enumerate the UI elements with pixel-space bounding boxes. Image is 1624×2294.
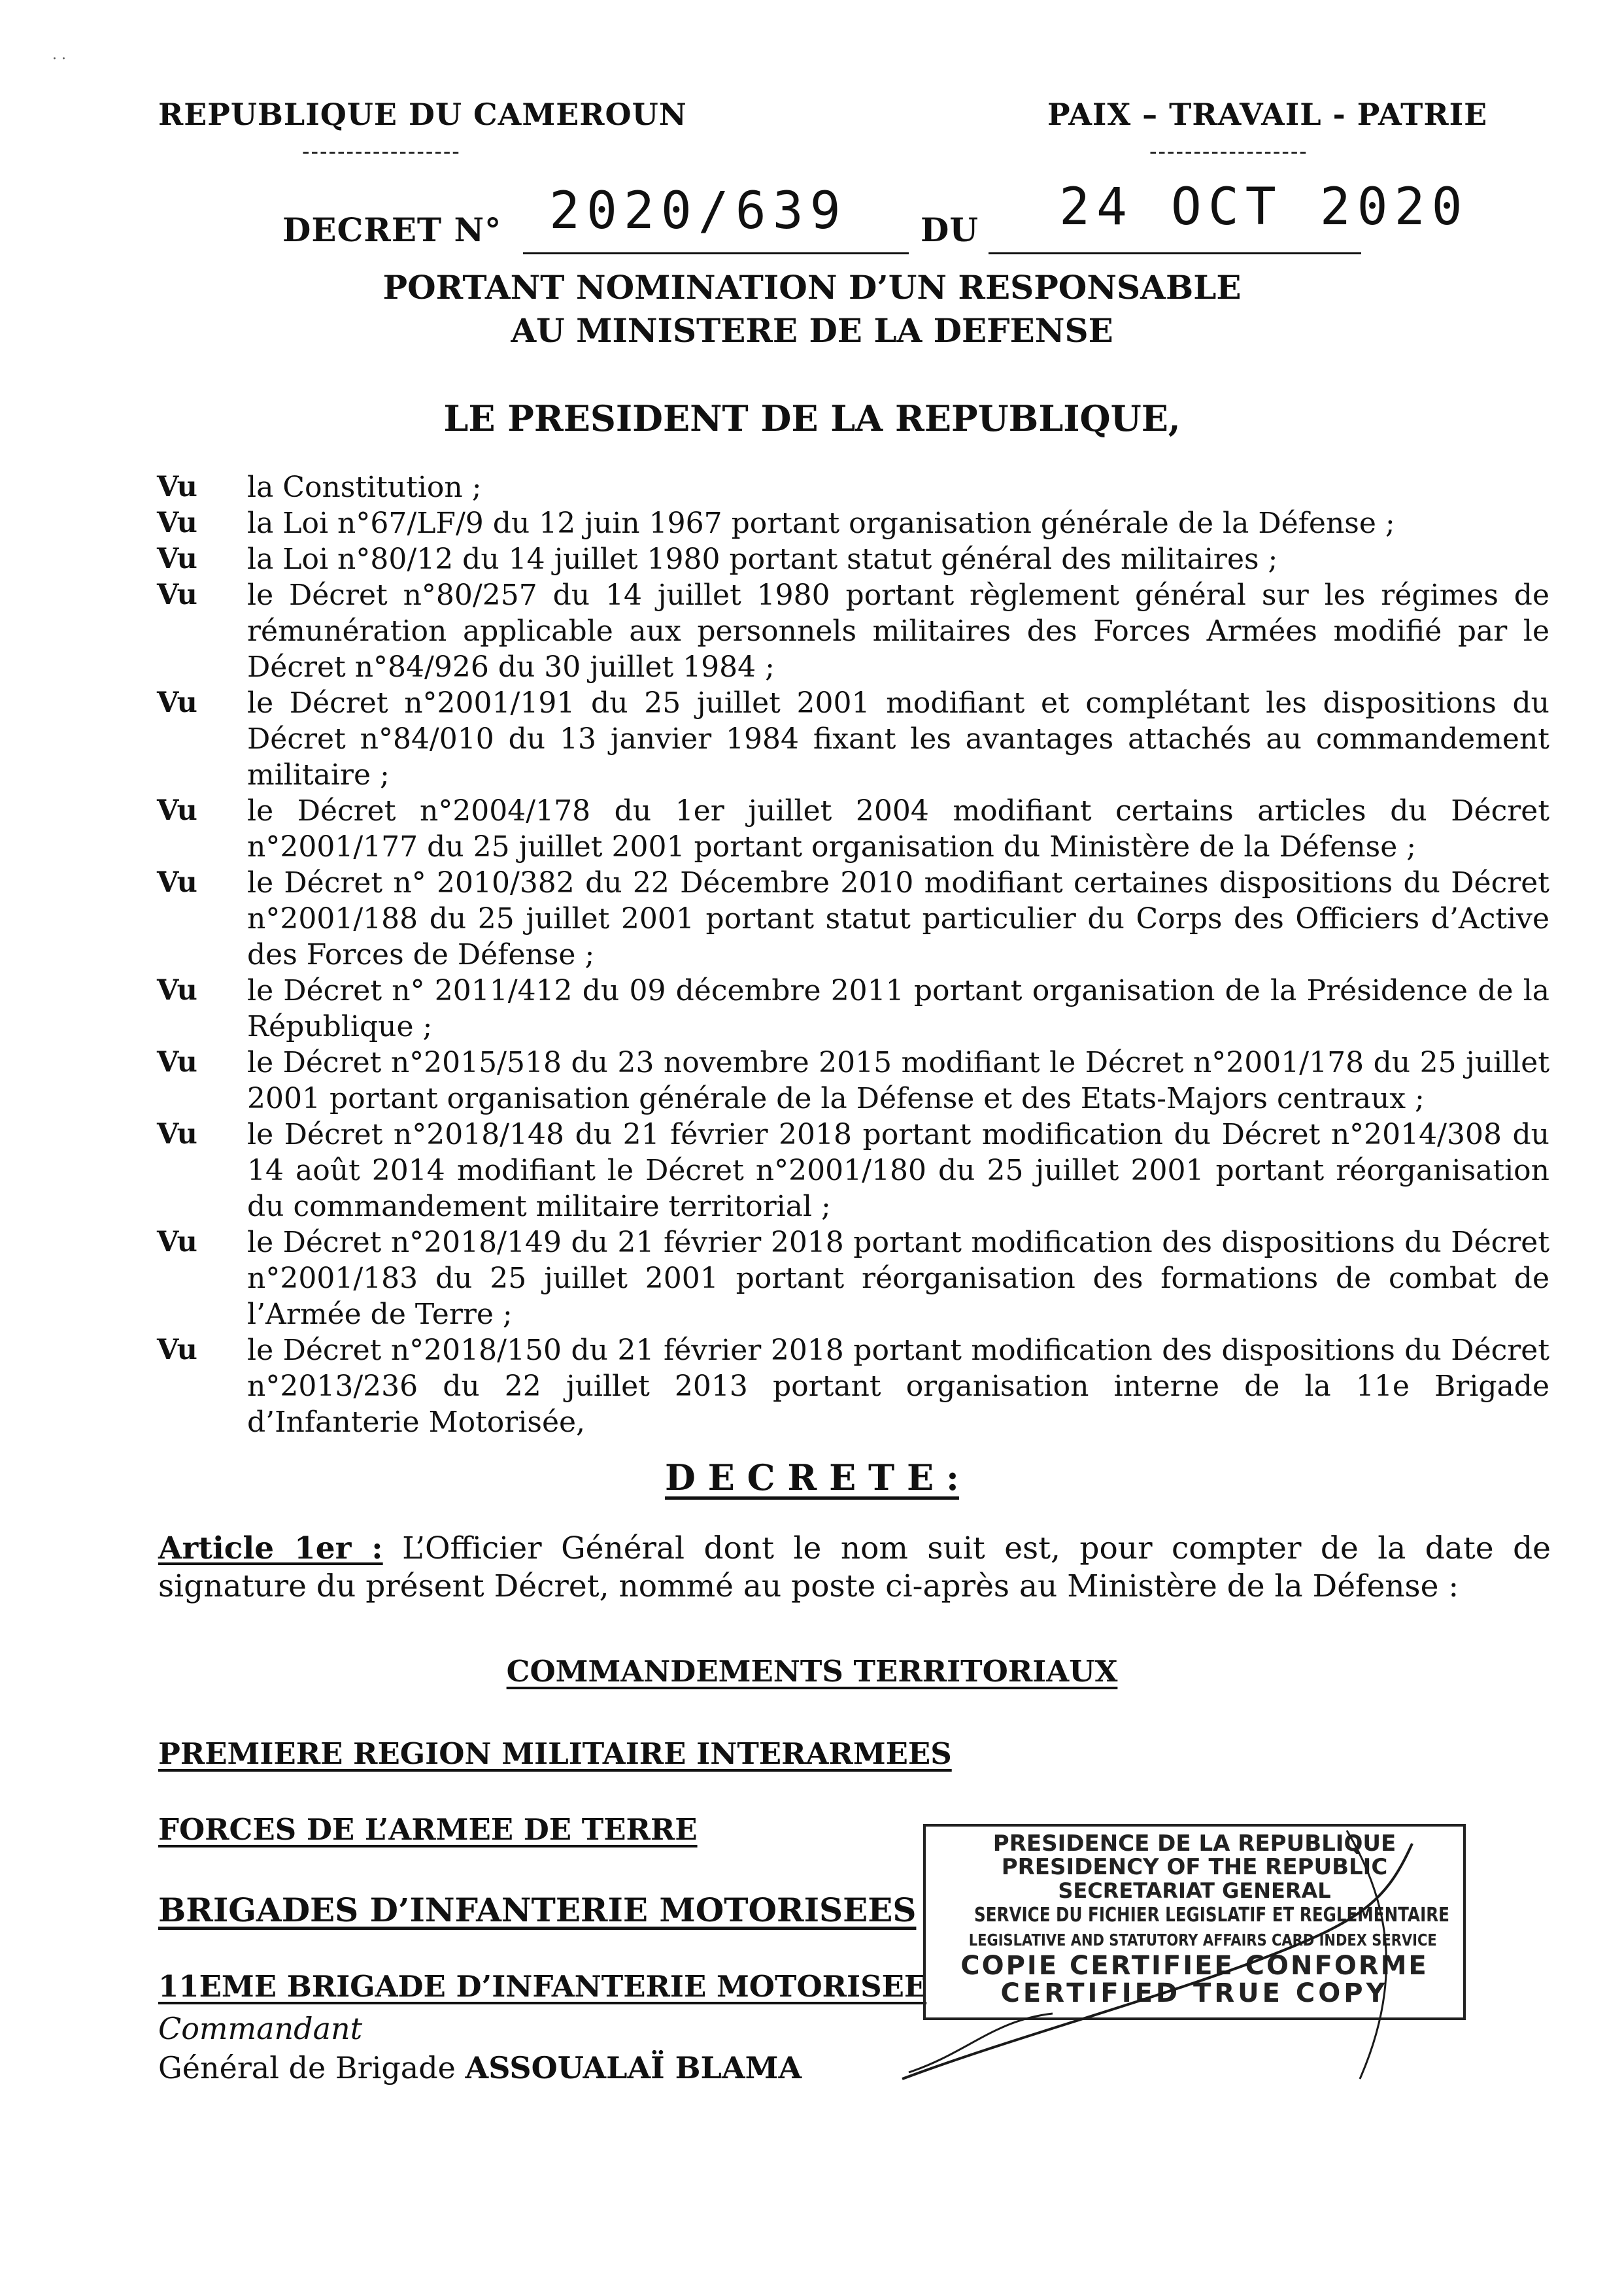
vu-label: Vu [157,686,197,719]
appointment-name: ASSOUALAÏ BLAMA [465,2050,802,2085]
header-republic: REPUBLIQUE DU CAMEROUN [158,97,687,132]
stamp-line-4: SERVICE DU FICHIER LEGISLATIF ET REGLEMENTAIRE [973,1904,1449,1927]
stamp-line-5: LEGISLATIVE AND STATUTORY AFFAIRS CARD INDEX SERVICE [968,1931,1437,1949]
vu-item [157,505,1549,541]
vu-text: le Décret n° 2011/412 du 09 décembre 2011 portant organisation de la Présidence de la République ; [247,974,1549,1043]
article-1 [158,1530,1551,1606]
section-11e-brigade: 11EME BRIGADE D’INFANTERIE MOTORISEE [158,1969,927,2004]
section-region: PREMIERE REGION MILITAIRE INTERARMEES [158,1736,952,1771]
vu-text: le Décret n°80/257 du 14 juillet 1980 portant règlement général sur les régimes de rémunération applicable aux personnels militaires des Forces Armées modifié par le Décret n°84/926 du 30 juillet 1984 ; [247,579,1549,684]
section-forces: FORCES DE L’ARMEE DE TERRE [158,1812,698,1847]
vu-label: Vu [157,1226,197,1258]
decree-date: 24 OCT 2020 [1059,178,1469,237]
vu-text: le Décret n° 2010/382 du 22 Décembre 2010 modifiant certaines dispositions du Décret n°2001/188 du 25 juillet 2001 portant statut particulier du Corps des Officiers d’Active des Forces de Défense ; [247,866,1549,971]
vu-text: le Décret n°2004/178 du 1er juillet 2004 modifiant certains articles du Décret n°2001/177 du 25 juillet 2001 portant organisation du Ministère de la Défense ; [247,794,1549,864]
vu-label: Vu [157,974,197,1007]
vu-label: Vu [157,579,197,611]
vu-label: Vu [157,1118,197,1151]
section-brigades: BRIGADES D’INFANTERIE MOTORISEES [158,1891,917,1929]
vu-text: le Décret n°2018/150 du 21 février 2018 portant modification des dispositions du Décret n°2013/236 du 22 juillet 2013 portant organisation interne de la 11e Brigade d’Infanterie Motorisée, [247,1334,1549,1439]
stamp-line-1: PRESIDENCE DE LA REPUBLIQUE [992,1830,1396,1857]
vu-label: Vu [157,866,197,899]
vu-item [157,469,1549,505]
vu-text: le Décret n°2018/149 du 21 février 2018 portant modification des dispositions du Décret n°2001/183 du 25 juillet 2001 portant réorganisation des formations de combat de l’Armée de Terre ; [247,1226,1549,1331]
vu-item [157,685,1549,793]
vu-label: Vu [157,471,197,503]
decree-prefix: DECRET N° [282,211,502,249]
article-text: L’Officier Général dont le nom suit est, pour compter de la date de signature du présent Décret, nommé au poste ci-après au Ministère de la Défense : [158,1530,1551,1604]
vu-item [157,865,1549,973]
appointment-rank: Général de Brigade [158,2050,456,2085]
decree-date-line [989,252,1361,254]
title-line-2: AU MINISTERE DE LA DEFENSE [511,311,1113,350]
vu-label: Vu [157,543,197,575]
vu-item [157,541,1549,577]
vu-item [157,1332,1549,1440]
appointment-role: Commandant [158,2011,363,2046]
vu-text: la Loi n°67/LF/9 du 12 juin 1967 portant organisation générale de la Défense ; [247,507,1395,540]
article-label: Article 1er : [158,1530,383,1566]
vu-text: le Décret n°2001/191 du 25 juillet 2001 modifiant et complétant les dispositions du Décret n°84/010 du 13 janvier 1984 fixant les avantages attachés au commandement militaire ; [247,686,1549,792]
signature-mark [889,1804,1478,2112]
vu-item [157,973,1549,1045]
vu-text: la Loi n°80/12 du 14 juillet 1980 portant statut général des militaires ; [247,543,1278,576]
stamp-line-3: SECRETARIAT GENERAL [1058,1878,1331,1903]
president-heading: LE PRESIDENT DE LA REPUBLIQUE, [443,397,1181,439]
vu-label: Vu [157,794,197,827]
decree-number-line [523,252,909,254]
vu-item [157,1117,1549,1224]
decree-number: 2020/639 [549,182,847,241]
vu-item [157,793,1549,865]
header-left-dashes: ------------------ [302,139,461,165]
vu-label: Vu [157,1046,197,1079]
header-right-dashes: ------------------ [1149,139,1308,165]
vu-label: Vu [157,507,197,539]
vu-text: la Constitution ; [247,471,482,504]
section-commandements: COMMANDEMENTS TERRITORIAUX [506,1654,1118,1689]
vu-label: Vu [157,1334,197,1366]
scan-speck: · · [52,51,66,67]
decrete-heading: D E C R E T E : [665,1457,959,1498]
appointment-line [158,2050,802,2085]
title-line-1: PORTANT NOMINATION D’UN RESPONSABLE [382,268,1242,307]
vu-item [157,577,1549,685]
decree-du: DU [921,211,979,249]
vu-item [157,1224,1549,1332]
vu-text: le Décret n°2015/518 du 23 novembre 2015 modifiant le Décret n°2001/178 du 25 juillet 2001 portant organisation générale de la Défense et des Etats-Majors centraux ; [247,1046,1549,1115]
vu-text: le Décret n°2018/148 du 21 février 2018 portant modification du Décret n°2014/308 du 14 août 2014 modifiant le Décret n°2001/180 du 25 juillet 2001 portant réorganisation du commandement militaire territorial ; [247,1118,1549,1223]
vu-item [157,1045,1549,1117]
header-motto: PAIX – TRAVAIL - PATRIE [1047,97,1488,132]
stamp-line-6: COPIE CERTIFIEE CONFORME [960,1951,1429,1981]
stamp-line-2: PRESIDENCY OF THE REPUBLIC [1001,1854,1388,1880]
stamp-line-7: CERTIFIED TRUE COPY [1000,1978,1389,2008]
vu-list [157,469,1549,1440]
